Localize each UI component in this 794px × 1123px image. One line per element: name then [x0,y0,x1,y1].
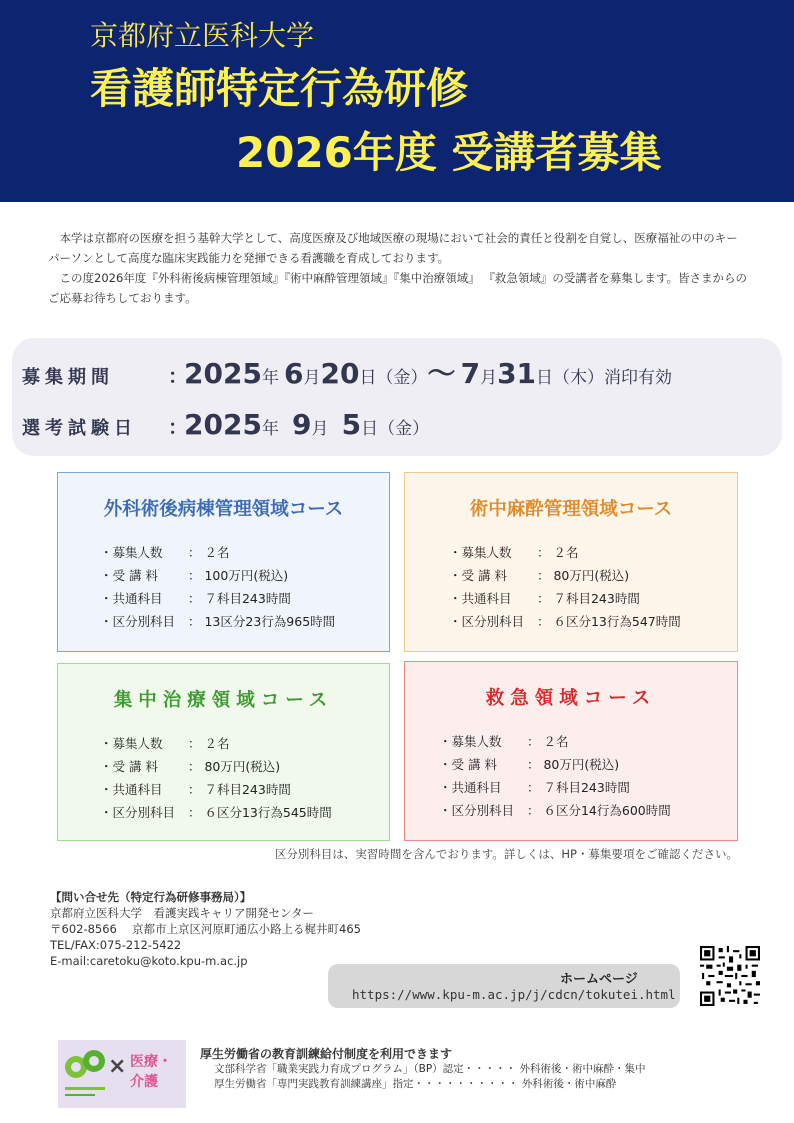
course-item: ・募集人数 ： ２名 [439,734,569,749]
contact-line: 京都府立医科大学 看護実践キャリア開発センター [50,906,315,920]
course-item: ・共通科目 ： ７科目243時間 [100,591,291,606]
benefit-info [200,1047,646,1092]
intro-paragraph-1: 本学は京都府の医療を担う基幹大学として、高度医療及び地域医療の現場において社会的責任と役割を自覚し、医療福祉の中のキーパーソンとして高度な臨床実践能力を発揮できる看護職を育成しております。 [48,231,738,265]
contact-block [50,889,361,969]
homepage-label: ホームページ [560,972,638,987]
course-item: ・共通科目 ： ７科目243時間 [449,591,640,606]
intro-text [48,228,748,308]
header-banner [0,0,794,202]
benefit-line: 文部科学省「職業実践力育成プログラム」（BP）認定・・・・・ 外科術後・術中麻酔・集中 [214,1063,646,1075]
benefit-line: 厚生労働省「専門実践教育訓練講座」指定・・・・・・・・・・ 外科術後・術中麻酔 [214,1078,617,1090]
course-item: ・共通科目 ： ７科目243時間 [100,782,291,797]
hours-note: 区分別科目は、実習時間を含んでおります。詳しくは、HP・募集要項をご確認ください。 [274,847,738,861]
homepage-box [328,964,680,1008]
benefit-title: 厚生労働省の教育訓練給付制度を利用できます [200,1047,453,1061]
course-item: ・区分別科目 ： ６区分13行為545時間 [100,805,332,820]
course-item: ・募集人数 ： ２名 [449,545,579,560]
course-card-intensive-care [57,663,390,841]
course-item: ・受 講 料 ： 80万円(税込) [449,568,630,583]
course-title: 救急領域コース [485,688,657,709]
course-item: ・区分別科目 ： ６区分14行為600時間 [439,803,671,818]
course-card-emergency [404,661,738,841]
logo-multiply-sign: × [108,1054,127,1079]
course-title: 集中治療領域コース [113,690,334,711]
qr-code-icon[interactable] [700,946,760,1006]
exam-date-label: 選考試験日 [22,418,137,439]
page-title: 看護師特定行為研修 [90,64,469,113]
bp-logo-icon [62,1043,108,1105]
course-card-surgical [57,472,390,652]
postmark-note: 消印有効 [604,368,673,388]
contact-line: TEL/FAX:075-212-5422 [50,938,182,952]
course-item: ・区分別科目 ： ６区分13行為547時間 [449,614,681,629]
homepage-link[interactable]: https://www.kpu-m.ac.jp/j/cdcn/tokutei.html [352,987,676,1002]
page-subtitle: 2026年度 受講者募集 [236,128,662,177]
contact-line: 〒602-8566 京都市上京区河原町通広小路上る梶井町465 [50,922,361,936]
program-logo [58,1040,186,1108]
contact-title: 【問い合せ先（特定行為研修事務局）】 [50,890,252,904]
course-item: ・受 講 料 ： 80万円(税込) [100,759,281,774]
course-card-anesthesia [404,472,738,652]
course-title: 外科術後病棟管理領域コース [103,499,344,520]
university-name: 京都府立医科大学 [90,19,315,52]
course-item: ・受 講 料 ： 80万円(税込) [439,757,620,772]
exam-date-row: 選考試験日 ：2025年 9月 5日（金） [22,408,430,441]
care-mark: 医療・ 介護 [130,1054,172,1090]
course-item: ・共通科目 ： ７科目243時間 [439,780,630,795]
application-period-label: 募集期間 [22,367,114,388]
course-item: ・募集人数 ： ２名 [100,545,230,560]
course-title: 術中麻酔管理領域コース [469,499,673,520]
course-item: ・区分別科目 ： 13区分23行為965時間 [100,614,336,629]
application-period-row: 募集期間 ：2025年 6月20日（金）～ 7月31日（木）消印有効 [22,357,673,390]
intro-paragraph-2: この度2026年度『外科術後病棟管理領域』『術中麻酔管理領域』『集中治療領域』 『救急領域』の受講者を募集します。皆さまからのご応募お待ちしております。 [48,271,747,305]
contact-email[interactable]: E-mail:caretoku@koto.kpu-m.ac.jp [50,954,248,968]
course-item: ・受 講 料 ： 100万円(税込) [100,568,289,583]
course-item: ・募集人数 ： ２名 [100,736,230,751]
